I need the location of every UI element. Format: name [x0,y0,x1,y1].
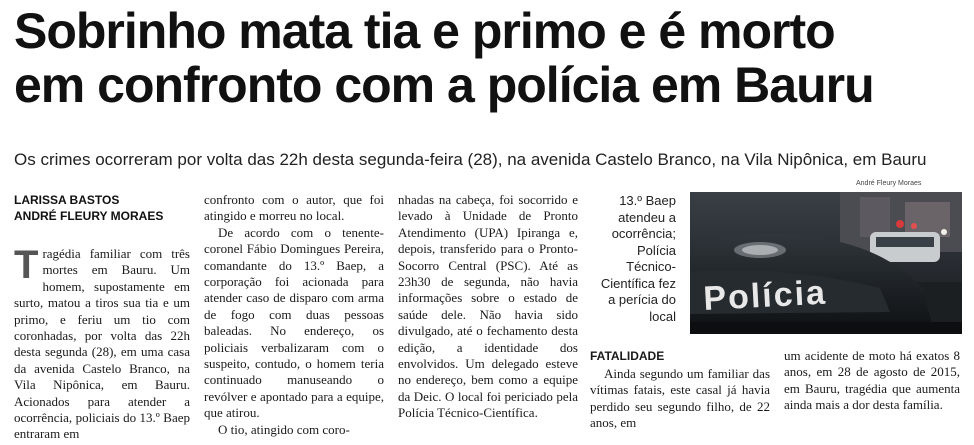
paragraph: O tio, atingido com coro- [218,421,350,437]
byline-author-1: LARISSA BASTOS [14,193,120,207]
paragraph: Ainda segundo um familiar das vítimas fatais, este casal já havia perdido seu segundo filho, de 22 anos, em [590,366,770,431]
headline-line-2: em confronto com a polícia em Bauru [14,57,874,113]
headline-line-1: Sobrinho mata tia e primo e é morto [14,3,835,59]
drop-cap: T [14,243,39,287]
byline-author-2: ANDRÉ FLEURY MORAES [14,209,164,223]
car-door-text: Polícia [702,273,828,318]
article-column-1 [14,243,190,443]
byline [14,192,163,224]
paragraph: um acidente de moto há exatos 8 anos, em 28 de agosto de 2015, em Bauru, tragédia que aumenta ainda mais a dor desta família. [784,348,960,413]
section-heading: FATALIDADE [590,349,665,363]
paragraph: nhadas na cabeça, foi socorrido e levado à Unidade de Pronto Atendimento (UPA) Ipiranga e, depois, transferido para o Pronto-Socorro Central (PSC). Até as 23h30 de segunda, não havia informações sobre o estado de saúde dele. Não havia sido divulgado, até o fechamento desta edição, a identidade dos envolvidos. Um delegado esteve no endereço, bem como a equipe da Deic. O local foi periciado pela Polícia Técnico-Científica. [398,192,578,421]
article-column-4 [590,348,770,432]
subheadline: Os crimes ocorreram por volta das 22h desta segunda-feira (28), na avenida Castelo Branco, na Vila Nipônica, em Bauru [14,150,927,169]
photo-credit: André Fleury Moraes [856,180,922,187]
headline [14,4,964,112]
article-column-2 [204,192,384,438]
article-column-5 [784,348,960,414]
paragraph: ragédia familiar com três mortes em Bauru. Um homem, supostamente em surto, matou a tiros sua tia e um primo, e feriu um tio com coronhadas, por volta das 22h desta segunda (28), em uma casa da avenida Castelo Branco, na Vila Nipônica, em Bauru. Acionados para atender a ocorrência, policiais do 13.º Baep entraram em [14,246,190,442]
photo-caption: 13.º Baep atendeu a ocorrência; Polícia Técnico-Científica fez a perícia do local [600,193,676,324]
article-column-3 [398,192,578,422]
paragraph: De acordo com o tenente-coronel Fábio Domingues Pereira, comandante do 13.º Baep, a corporação foi acionada para atender caso de disparo com arma de fogo com duas pessoas baleadas. No endereço, os policiais verbalizaram com o suspeito, contudo, o homem teria continuado manuseando o revólver e apontado para a equipe, que atirou. [204,224,384,421]
police-car-photo [690,192,962,334]
paragraph: confronto com o autor, que foi atingido e morreu no local. [204,192,384,224]
